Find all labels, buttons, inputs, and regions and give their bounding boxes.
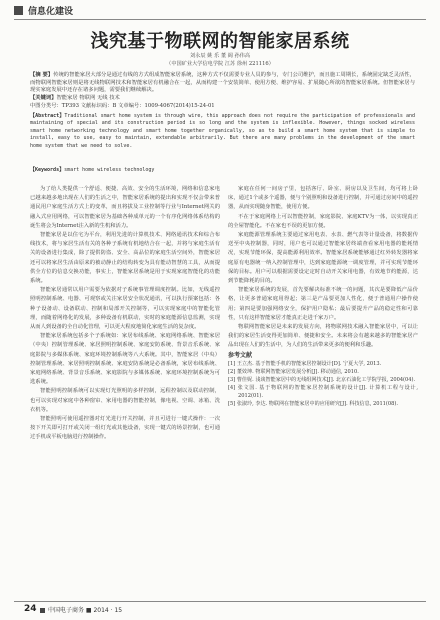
body-paragraph: 智能照明可使用遥控器对灯光进行开关控制，并且可进行一键式操作：一次按下开关即可打开或关闭一组灯光或其他设备，实现一键式的场景控制，也可通过手机或平板电脑进行控制操作。 bbox=[30, 416, 220, 441]
right-column bbox=[228, 185, 418, 408]
body-paragraph: 智能家居系统包括多个子系统如：家居布线系统、家庭网络系统、智能家居（中央）控制管理系统、家居照明控制系统、家庭安防系统、背景音乐系统、家庭影院与多媒体系统、家庭环境控制系统等八大系统。其中，智能家居（中央）控制管理系统、家居照明控制系统、家庭安防系统是必备系统，家居布线系统、家庭网络系统、背景音乐系统、家庭影院与多媒体系统、家庭环境控制系统为可选系统。 bbox=[30, 333, 220, 386]
body-paragraph: 物联网智能家居是未来的发展方向，将物联网技术融入智能家居中，可以让我们的家居生活变得更加简单、便捷和安全。未来将会有越来越多的智能家居产品出现在人们的生活中，为人们的生活带来更多的便利和乐趣。 bbox=[228, 324, 418, 349]
classification-line: 中图分类号：TP393 文献标识码：B 文章编号：1009-4067(2014)15-24-01 bbox=[30, 103, 215, 109]
reference-item: [3] 曹佳妮. 浅谈智能家居中的无线组网技术[J]. 北京石油化工学院学报, 2004(04). bbox=[228, 376, 416, 383]
section-label: 信息化建设 bbox=[28, 7, 74, 17]
article-title: 浅究基于物联网的智能家居系统 bbox=[90, 31, 350, 52]
running-header bbox=[0, 0, 440, 22]
body-paragraph: 智能家居通常以用户需要为依据对子系统事管理调度控制。比如，无线遥控照明控制系统、电器、可观察或关注家居安全状况通讯，可以执行预案包括：各种子设备动、设备联动、控制和局部开关控制等，可以实现家庭中的智能化管理，而随着网络化的发展，多种设备有机联动，实时的家庭能源信息监测，实现从而人到设备的全自动化管理，可以更大程度地简化家庭生活的复杂度。 bbox=[30, 287, 220, 331]
section-marker bbox=[14, 6, 23, 15]
body-paragraph: 家庭在任何一间房子里，包括客厅、卧室、厨房以及卫生间，均可将上卧床，通过1个或多个遥器，便与个别照明和设备进行控制，并可通过房间中的遥控器，从而实现随身智能，使用方便。 bbox=[228, 186, 418, 211]
keywords-en bbox=[30, 167, 415, 175]
abstract-en-label: 【Abstract】 bbox=[30, 113, 65, 119]
keywords-en-label: 【Keywords】 bbox=[30, 167, 65, 173]
body-paragraph: 家庭能源管理系统主要通过家用电表、水表、燃气表等计量设备，将数据传送至中央控制器，同时，用户也可以通过智能家居终端查看家用电器的能耗情况，实现节能环保，提高能源利用效率。智能家居系统能够通过红外转发器将家庭原有电器统一纳入控制管理中，达到家庭能源统一调度管理，并可实现节能环保的目标。用户可以根据需要设定定时自动开关家用电器，有效地节约能源，达到节能降耗的目的。 bbox=[228, 232, 418, 285]
left-column bbox=[30, 185, 220, 443]
body-paragraph: 为了给人类提供一个舒适、便捷、高效、安全的生活环境，网络和信息家电已越来越多地出现在人们的生活之中，智能家居系统的提出和实现不仅会带来普通民用户家庭生活方式上的变革，而且将拔及工业控制等行业与Internet网关的融入式应用网络，可以智能家居为基础各种成单元的一个有序化网络体系结构的诞生将会为Internet注入新的生机和活力。 bbox=[30, 186, 220, 229]
abstract-en bbox=[30, 113, 415, 150]
page-number: 24 bbox=[24, 604, 37, 614]
body-paragraph: 智能照明控制系统可以实现灯光照明的多样控制，远程控制以及联动控制，也可以实现对家庭中各种窗帘、家用电器的智能控制，像电视、空调、冰箱、洗衣机等。 bbox=[30, 388, 220, 413]
keywords-en-text: smart home wireless technology bbox=[64, 167, 155, 173]
body-paragraph: 不在于家庭网络上可以智能控制，家庭影院、家庭KTV为一体，以实现真正的全屋智能化。不在家也不误的更加方便。 bbox=[228, 213, 418, 229]
keywords-zh-text: 智能家居 物联网 无线 技术 bbox=[56, 95, 120, 101]
references-heading: 参考文献 bbox=[228, 351, 253, 359]
header-rule bbox=[14, 19, 426, 20]
abstract-zh-text: 传统的智能家居大部分是通过有线的方式组成智能家居系统，这种方式不仅需要专业人员的参与，专门公司维护，而且施工周期长，系统固定缺乏灵活性，而物联网智能家居则是将无线物联网技术和智能家居有机融合在一起，从而构建一个安装简单、使用方便、维护容易、扩展随心所欲的智能家居系统。但智能家居与现实家庭发展中还存在诸多问题，需要我们继续解决。 bbox=[30, 72, 415, 94]
journal-name: 中国电子商务 ■ 2014 · 15 bbox=[48, 607, 123, 614]
footer-rule bbox=[14, 601, 426, 602]
reference-item: [4] 张文国. 基于物联网的智能家居控制系统的设计[J]. 计算机工程与设计, 2012(01). bbox=[228, 384, 418, 399]
abstract-zh-label: 【摘 要】 bbox=[30, 72, 54, 78]
keywords-zh-label: 【关键词】 bbox=[30, 95, 57, 101]
reference-item: [2] 董效坤. 物联网智能家居发展分析[J]. 移动通信, 2010. bbox=[228, 368, 359, 375]
page-footer bbox=[0, 596, 440, 620]
abstract-zh bbox=[30, 72, 415, 95]
author-line: 刘永辰 姚 乐 董 阔 孙伟高 bbox=[189, 53, 251, 59]
reference-item: [1] 王立杰. 基于智能手机的智能家居控制设计[D]. 宁夏大学, 2013. bbox=[228, 360, 382, 367]
abstract-en-text: Traditional smart home system is through wire, this approach does not require the participation of professionals and maintaining of special and its construction period is so long and the system is inflexible. However, things socked wireless smart home networking technology and smart home together organically, so as to build a smart home system that is simple to install, easy to use, easy to maintain, extendable arbitrarily. But there are many problems in the development of the smart home system that we need to solve. bbox=[30, 113, 415, 149]
keywords-zh bbox=[30, 95, 415, 103]
body-paragraph: 智能家居系统的发展，首先要解决标准不统一的问题，其次是要降低产品价格，让更多普通家庭用得起；第三是产品要更加人性化，便于普通用户操作使用；第四是要加强网络安全，保护用户隐私；最后要提升产品的稳定性和可靠性，只有这样智能家居才能真正走进千家万户。 bbox=[228, 287, 418, 321]
footer-marker bbox=[40, 608, 45, 613]
affiliation: （中国矿业大学信电学院 江苏 徐州 221116） bbox=[166, 61, 274, 67]
reference-item: [5] 张淑玲, 李达. 物联网在智能家居中的应用研究[J]. 科技信息, 2011(08). bbox=[228, 400, 399, 407]
body-paragraph: 智能家居是以住宅为平台，利用先进的计算机技术、网络通讯技术和综合布线技术，将与家居生活有关的各种子系统有机地结合在一起，并将与家庭生活有关的设备进行集成，除了提供防盗、安全、高品位的家庭生活空间外，智能家居还可以将家居生活由原来的被动静止的结构转变为具有能动智慧的工具，从而提供全方位的信息交换功能，事实上，智能家居系统是用于实现家庭智能化的功能系统。 bbox=[30, 232, 220, 285]
